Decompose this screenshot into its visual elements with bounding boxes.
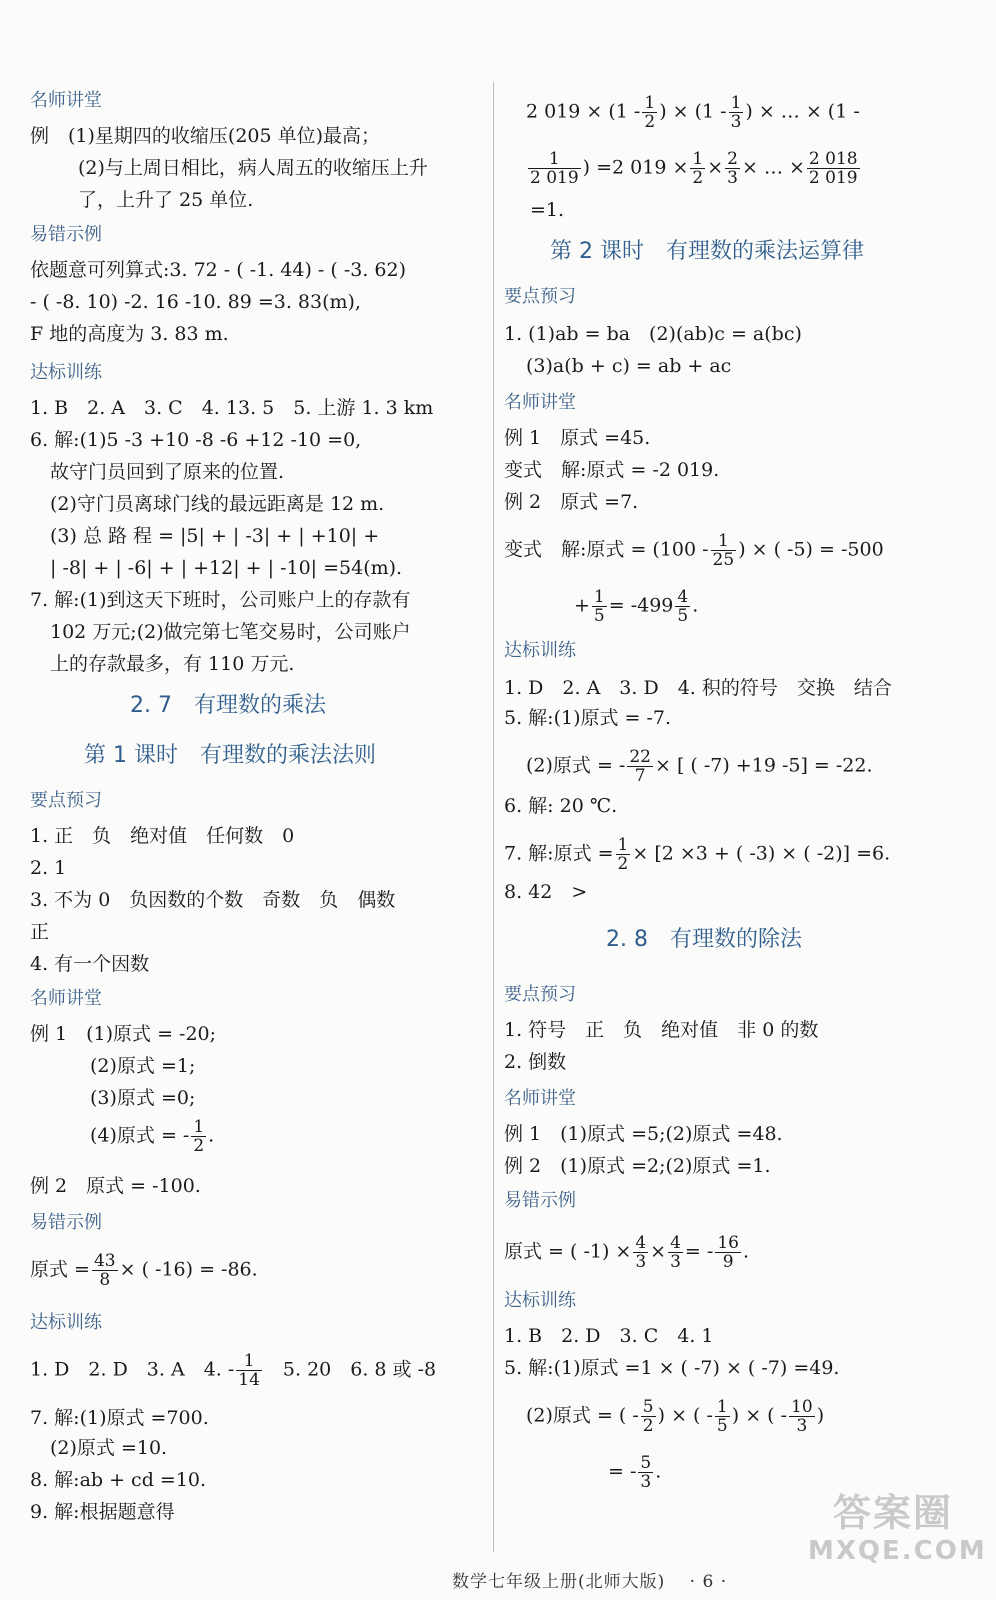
answer-line: (2)与上周日相比，病人周五的收缩压上升: [78, 157, 428, 179]
answer-line: 4. 有一个因数: [30, 953, 150, 975]
answer-line: 了，上升了 25 单位.: [78, 189, 254, 211]
answer-line: 5. 解:(1)原式 =1 × ( -7) × ( -7) =49.: [504, 1357, 840, 1379]
answer-line: (2)守门员离球门线的最远距离是 12 m.: [50, 493, 385, 515]
answer-line: $\frac{1}{2 019}$ ) =2 019 × $\frac{1}{2}$ × $\frac{2}{3}$ × … × $\frac{2 018}{2 019}$: [530, 149, 858, 188]
answer-line: 2. 倒数: [504, 1051, 567, 1073]
fraction: $\frac{1}{25}$: [712, 531, 735, 570]
answer-line: 7. 解:原式 = $\frac{1}{2}$ × [2 ×3 + ( -3) × ( -2)] =6.: [504, 835, 891, 874]
section-heading: 达标训练: [30, 362, 102, 383]
answer-line: 1. B 2. D 3. C 4. 1: [504, 1325, 714, 1347]
section-heading: 名师讲堂: [30, 90, 102, 111]
fraction: $\frac{22}{7}$: [629, 747, 651, 786]
lesson-title: 第 2 课时 有理数的乘法运算律: [550, 239, 864, 264]
section-heading: 易错示例: [504, 1190, 576, 1211]
lesson-title: 第 1 课时 有理数的乘法法则: [84, 743, 376, 768]
answer-line: 变式 解:原式 = (100 - $\frac{1}{25}$ ) × ( -5) = -500: [504, 531, 884, 570]
answer-line: 例 (1)星期四的收缩压(205 单位)最高；: [30, 125, 381, 147]
fraction: $\frac{10}{3}$: [791, 1397, 813, 1436]
fraction: $\frac{1}{5}$: [593, 587, 605, 626]
answer-line: 1. D 2. A 3. D 4. 积的符号 交换 结合: [504, 677, 892, 699]
fraction: $\frac{1}{2}$: [617, 835, 629, 874]
answer-line: 变式 解:原式 = -2 019.: [504, 459, 720, 481]
answer-line: 2. 1: [30, 857, 67, 879]
answer-line: 例 1 原式 =45.: [504, 427, 651, 449]
fraction: $\frac{1}{5}$: [716, 1397, 728, 1436]
fraction: $\frac{2 018}{2 019}$: [808, 149, 858, 188]
answer-line: 例 1 (1)原式 = -20;: [30, 1023, 217, 1045]
answer-line: 1. 正 负 绝对值 任何数 0: [30, 825, 295, 847]
section-heading: 要点预习: [504, 984, 576, 1005]
watermark-text: 答案圈: [832, 1491, 953, 1535]
answer-line: 故守门员回到了原来的位置.: [50, 461, 285, 483]
answer-line: (3)a(b + c) = ab + ac: [526, 355, 732, 377]
section-heading: 达标训练: [504, 1290, 576, 1311]
section-heading: 名师讲堂: [504, 392, 576, 413]
watermark-logo: [808, 1490, 987, 1580]
answer-line: 8. 解:ab + cd =10.: [30, 1469, 207, 1491]
answer-line: 依题意可列算式:3. 72 - ( -1. 44) - ( -3. 62): [30, 259, 407, 281]
section-heading: 名师讲堂: [504, 1088, 576, 1109]
answer-line: 6. 解:(1)5 -3 +10 -8 -6 +12 -10 =0,: [30, 429, 362, 451]
answer-line: 1. 符号 正 负 绝对值 非 0 的数: [504, 1019, 819, 1041]
answer-line: 原式 = ( -1) × $\frac{4}{3}$ × $\frac{4}{3}$ = - $\frac{16}{9}$ .: [504, 1233, 749, 1272]
section-heading: 易错示例: [30, 1212, 102, 1233]
answer-line: 正: [30, 921, 50, 943]
answer-line: 7. 解:(1)到这天下班时，公司账户上的存款有: [30, 589, 411, 611]
answer-line: 1. B 2. A 3. C 4. 13. 5 5. 上游 1. 3 km: [30, 397, 434, 419]
answer-line: 102 万元;(2)做完第七笔交易时，公司账户: [50, 621, 411, 643]
section-title: 2. 8 有理数的除法: [606, 927, 802, 952]
answer-line: (3)原式 =0;: [90, 1087, 196, 1109]
section-title: 2. 7 有理数的乘法: [130, 693, 326, 718]
fraction: $\frac{1}{3}$: [730, 93, 742, 132]
fraction: $\frac{2}{3}$: [727, 149, 738, 188]
answer-line: + $\frac{1}{5}$ = -499 $\frac{4}{5}$ .: [574, 587, 699, 626]
page-number: · 6 ·: [689, 1572, 728, 1592]
answer-line: (4)原式 = - $\frac{1}{2}$ .: [90, 1117, 215, 1156]
answer-line: 1. (1)ab = ba (2)(ab)c = a(bc): [504, 323, 802, 345]
watermark-url: MXQE.COM: [808, 1536, 987, 1566]
answer-line: 例 2 原式 =7.: [504, 491, 639, 513]
answer-line: (2)原式 = ( - $\frac{5}{2}$ ) × ( - $\frac{1}{5}$ ) × ( - $\frac{10}{3}$ ): [526, 1397, 825, 1436]
answer-line: 9. 解:根据题意得: [30, 1501, 175, 1523]
answer-line: 8. 42 >: [504, 881, 588, 903]
answer-line: 原式 = $\frac{43}{8}$ × ( -16) = -86.: [30, 1251, 258, 1290]
answer-line: = - $\frac{5}{3}$ .: [608, 1453, 662, 1492]
answer-line: 5. 解:(1)原式 = -7.: [504, 707, 672, 729]
section-heading: 易错示例: [30, 224, 102, 245]
fraction: $\frac{43}{8}$: [93, 1251, 116, 1290]
answer-line: =1.: [530, 199, 565, 221]
answer-line: (3) 总 路 程 = |5| + | -3| + | +10| +: [50, 525, 380, 547]
column-divider: [493, 82, 494, 1552]
book-title: 数学七年级上册(北师大版): [452, 1572, 666, 1592]
fraction: $\frac{4}{3}$: [670, 1233, 681, 1272]
answer-line: 2 019 × (1 - $\frac{1}{2}$ ) × (1 - $\frac{1}{3}$ ) × … × (1 -: [526, 93, 860, 132]
fraction: $\frac{1}{14}$: [238, 1351, 260, 1390]
answer-line: F 地的高度为 3. 83 m.: [30, 323, 229, 345]
fraction: $\frac{5}{3}$: [640, 1453, 652, 1492]
answer-line: 例 2 原式 = -100.: [30, 1175, 201, 1197]
answer-line: 例 1 (1)原式 =5;(2)原式 =48.: [504, 1123, 783, 1145]
fraction: $\frac{4}{3}$: [635, 1233, 647, 1272]
fraction: $\frac{1}{2}$: [644, 93, 656, 132]
section-heading: 达标训练: [504, 640, 576, 661]
answer-line: (2)原式 =10.: [50, 1437, 168, 1459]
answer-line: - ( -8. 10) -2. 16 -10. 89 =3. 83(m),: [30, 291, 361, 313]
section-heading: 名师讲堂: [30, 988, 102, 1009]
page-footer: [452, 1567, 727, 1592]
answer-line: (2)原式 = - $\frac{22}{7}$ × [ ( -7) +19 -5] = -22.: [526, 747, 873, 786]
fraction: $\frac{4}{5}$: [677, 587, 689, 626]
answer-line: 7. 解:(1)原式 =700.: [30, 1407, 209, 1429]
answer-line: 3. 不为 0 负因数的个数 奇数 负 偶数: [30, 889, 396, 911]
fraction: $\frac{1}{2}$: [193, 1117, 205, 1156]
answer-line: 6. 解: 20 ℃.: [504, 795, 618, 817]
fraction: $\frac{16}{9}$: [717, 1233, 739, 1272]
answer-line: 上的存款最多，有 110 万元.: [50, 653, 295, 675]
fraction: $\frac{5}{2}$: [642, 1397, 654, 1436]
section-heading: 达标训练: [30, 1312, 102, 1333]
section-heading: 要点预习: [504, 286, 576, 307]
fraction: $\frac{1}{2 019}$: [530, 149, 579, 188]
fraction: $\frac{1}{2}$: [692, 149, 704, 188]
answer-line: 例 2 (1)原式 =2;(2)原式 =1.: [504, 1155, 771, 1177]
answer-line: 1. D 2. D 3. A 4. - $\frac{1}{14}$ 5. 20 6. 8 或 -8: [30, 1351, 437, 1390]
answer-line: | -8| + | -6| + | +12| + | -10| =54(m).: [50, 557, 403, 579]
answer-line: (2)原式 =1;: [90, 1055, 196, 1077]
section-heading: 要点预习: [30, 790, 102, 811]
